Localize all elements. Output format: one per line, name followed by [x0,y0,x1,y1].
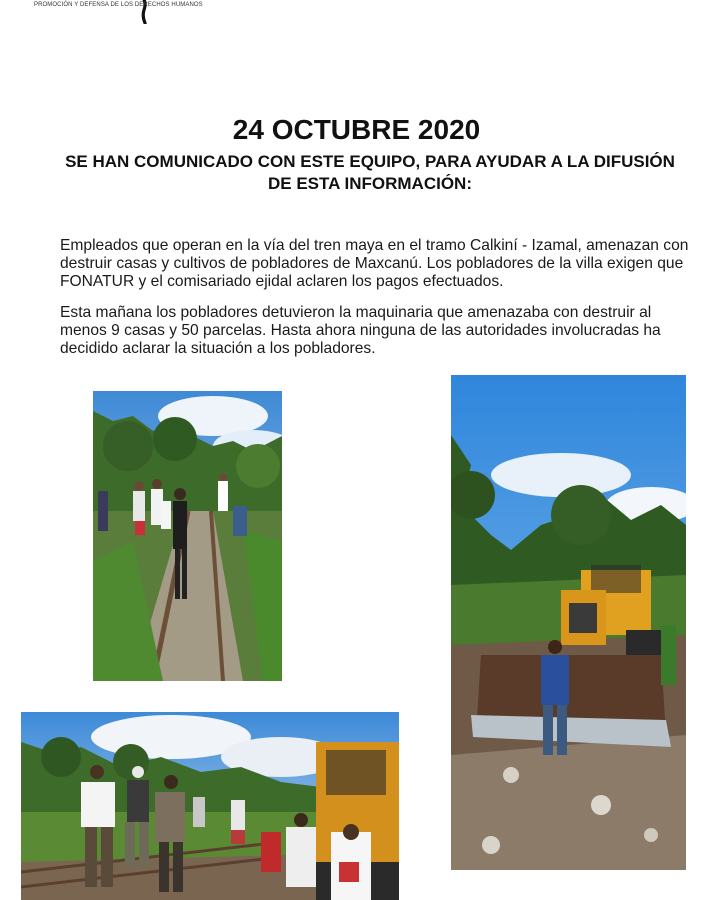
paragraph-2: Esta mañana los pobladores detuvieron la maquinaria que amenazaba con destruir al menos 9 casas y 50 parcelas. Hasta ahora ninguna de las autoridades involucradas ha decidido aclarar la situación a los pobladores. [60,304,661,357]
paragraph-1: Empleados que operan en la vía del tren maya en el tramo Calkiní - Izamal, amenazan con destruir casas y cultivos de pobladores de Maxcanú. Los pobladores de la villa exigen que FONATUR y el comisariado ejidal aclaren los pagos efectuados. [60,237,689,290]
group-near-machinery-photo [21,712,399,900]
subtitle: SE HAN COMUNICADO CON ESTE EQUIPO, PARA AYUDAR A LA DIFUSIÓN DE ESTA INFORMACIÓN: [65,152,675,193]
org-tagline: PROMOCIÓN Y DEFENSA DE LOS DERECHOS HUMANOS [34,2,203,8]
bulldozer-with-man-photo [451,375,686,870]
date-title: 24 OCTUBRE 2020 [232,114,481,145]
people-on-rail-track-photo [93,391,282,681]
